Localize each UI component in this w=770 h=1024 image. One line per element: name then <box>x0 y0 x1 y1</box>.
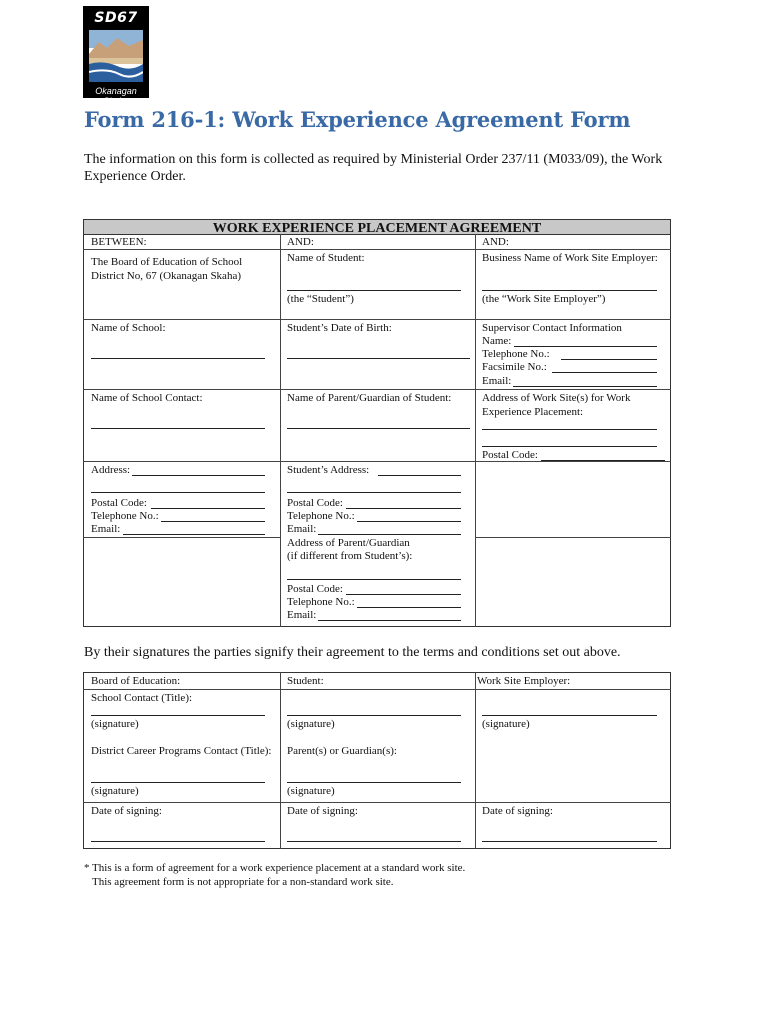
footnote-line-2: This agreement form is not appropriate for a non-standard work site. <box>92 876 394 888</box>
row-divider <box>83 249 671 250</box>
student-address-field-1[interactable] <box>378 475 461 476</box>
student-email-field[interactable] <box>318 534 461 535</box>
date-of-signing-label: Date of signing: <box>482 805 553 817</box>
student-dob-label: Student’s Date of Birth: <box>287 322 392 334</box>
date-of-signing-label: Date of signing: <box>287 805 358 817</box>
row-divider <box>83 461 671 462</box>
telephone-field[interactable] <box>161 521 265 522</box>
student-address-field-2[interactable] <box>287 492 461 493</box>
supervisor-info-label: Supervisor Contact Information <box>482 322 622 334</box>
employer-sig-label: Work Site Employer: <box>477 675 571 687</box>
supervisor-name-label: Name: <box>482 335 512 347</box>
student-postal-field[interactable] <box>346 508 461 509</box>
address-field-1[interactable] <box>132 475 265 476</box>
postal-code-field[interactable] <box>151 508 265 509</box>
board-text: The Board of Education of School District No, 67 (Okanagan Skaha) <box>91 256 243 282</box>
student-date-field[interactable] <box>287 841 461 842</box>
worksite-address-field-1[interactable] <box>482 429 657 430</box>
parent-email-label: Email: <box>287 609 317 621</box>
employer-signature-field[interactable] <box>482 715 657 716</box>
column-divider <box>475 672 476 849</box>
the-student-label: (the “Student”) <box>287 293 354 305</box>
board-date-field[interactable] <box>91 841 265 842</box>
date-of-signing-label: Date of signing: <box>91 805 162 817</box>
district-logo <box>83 6 149 106</box>
row-divider <box>83 389 671 390</box>
school-contact-label: Name of School Contact: <box>91 392 203 404</box>
student-telephone-label: Telephone No.: <box>287 510 355 522</box>
supervisor-email-field[interactable] <box>513 386 657 387</box>
signature-caption: (signature) <box>482 718 530 730</box>
employer-date-field[interactable] <box>482 841 657 842</box>
student-email-label: Email: <box>287 523 317 535</box>
the-employer-label: (the “Work Site Employer”) <box>482 293 606 305</box>
and-label: AND: <box>287 236 314 248</box>
supervisor-tel-label: Telephone No.: <box>482 348 550 360</box>
footnote-line-1: * This is a form of agreement for a work experience placement at a standard work site. <box>84 862 466 874</box>
intro-text: The information on this form is collected as required by Ministerial Order 237/11 (M033/09), the Work Experience Order. <box>84 152 663 184</box>
signature-caption: (signature) <box>91 785 139 797</box>
supervisor-fax-field[interactable] <box>552 372 657 373</box>
row-divider <box>475 537 671 538</box>
worksite-address-field-2[interactable] <box>482 446 657 447</box>
worksite-postal-field[interactable] <box>541 460 665 461</box>
footnote <box>84 861 465 889</box>
board-of-education-label: Board of Education: <box>91 675 181 687</box>
worksite-postal-label: Postal Code: <box>482 449 538 461</box>
school-name-field[interactable] <box>91 358 265 359</box>
column-divider <box>280 672 281 849</box>
district-contact-label: District Career Programs Contact (Title): <box>91 745 272 757</box>
parents-label: Parent(s) or Guardian(s): <box>287 745 397 757</box>
supervisor-email-label: Email: <box>482 375 512 387</box>
parent-name-label: Name of Parent/Guardian of Student: <box>287 392 452 404</box>
student-sig-label: Student: <box>287 675 324 687</box>
column-divider <box>280 234 281 627</box>
row-divider <box>83 319 671 320</box>
school-contact-field[interactable] <box>91 428 265 429</box>
parent-address-label: Address of Parent/Guardian <box>287 537 410 549</box>
email-label: Email: <box>91 523 121 535</box>
student-telephone-field[interactable] <box>357 521 461 522</box>
email-field[interactable] <box>123 534 265 535</box>
address-field-2[interactable] <box>91 492 265 493</box>
postal-code-label: Postal Code: <box>91 497 147 509</box>
column-divider <box>475 234 476 627</box>
school-contact-title-label: School Contact (Title): <box>91 692 193 704</box>
parent-postal-label: Postal Code: <box>287 583 343 595</box>
logo-landscape-icon <box>89 30 143 82</box>
business-name-label: Business Name of Work Site Employer: <box>482 252 658 264</box>
student-address-label: Student’s Address: <box>287 464 370 476</box>
signature-caption: (signature) <box>287 718 335 730</box>
logo-bottom-text: Okanagan Skaha <box>95 86 137 106</box>
student-signature-field[interactable] <box>287 715 461 716</box>
row-divider <box>83 802 671 803</box>
name-of-school-label: Name of School: <box>91 322 166 334</box>
worksite-address-label: Address of Work Site(s) for Work Experience Placement: <box>482 392 631 418</box>
parent-postal-field[interactable] <box>346 594 461 595</box>
address-label: Address: <box>91 464 131 476</box>
signature-intro: By their signatures the parties signify their agreement to the terms and conditions set out above. <box>84 645 621 660</box>
student-dob-field[interactable] <box>287 358 470 359</box>
between-label: BETWEEN: <box>91 236 147 248</box>
and-label-2: AND: <box>482 236 509 248</box>
parent-address-field[interactable] <box>287 579 461 580</box>
student-name-field[interactable] <box>287 290 461 291</box>
row-divider <box>83 537 280 538</box>
parent-signature-field[interactable] <box>287 782 461 783</box>
parent-email-field[interactable] <box>318 620 461 621</box>
row-divider <box>83 689 671 690</box>
student-postal-label: Postal Code: <box>287 497 343 509</box>
parent-address-sublabel: (if different from Student’s): <box>287 550 413 562</box>
supervisor-tel-field[interactable] <box>561 359 657 360</box>
parent-telephone-label: Telephone No.: <box>287 596 355 608</box>
parent-name-field[interactable] <box>287 428 470 429</box>
supervisor-fax-label: Facsimile No.: <box>482 361 547 373</box>
name-of-student-label: Name of Student: <box>287 252 365 264</box>
telephone-label: Telephone No.: <box>91 510 159 522</box>
business-name-field[interactable] <box>482 290 657 291</box>
signature-caption: (signature) <box>91 718 139 730</box>
school-contact-signature-field[interactable] <box>91 715 265 716</box>
parent-telephone-field[interactable] <box>357 607 461 608</box>
supervisor-name-field[interactable] <box>514 346 657 347</box>
page-title: Form 216-1: Work Experience Agreement Form <box>84 107 631 132</box>
logo-top-text: SD67 <box>94 10 138 26</box>
table-heading: WORK EXPERIENCE PLACEMENT AGREEMENT <box>83 219 671 235</box>
district-signature-field[interactable] <box>91 782 265 783</box>
signature-caption: (signature) <box>287 785 335 797</box>
